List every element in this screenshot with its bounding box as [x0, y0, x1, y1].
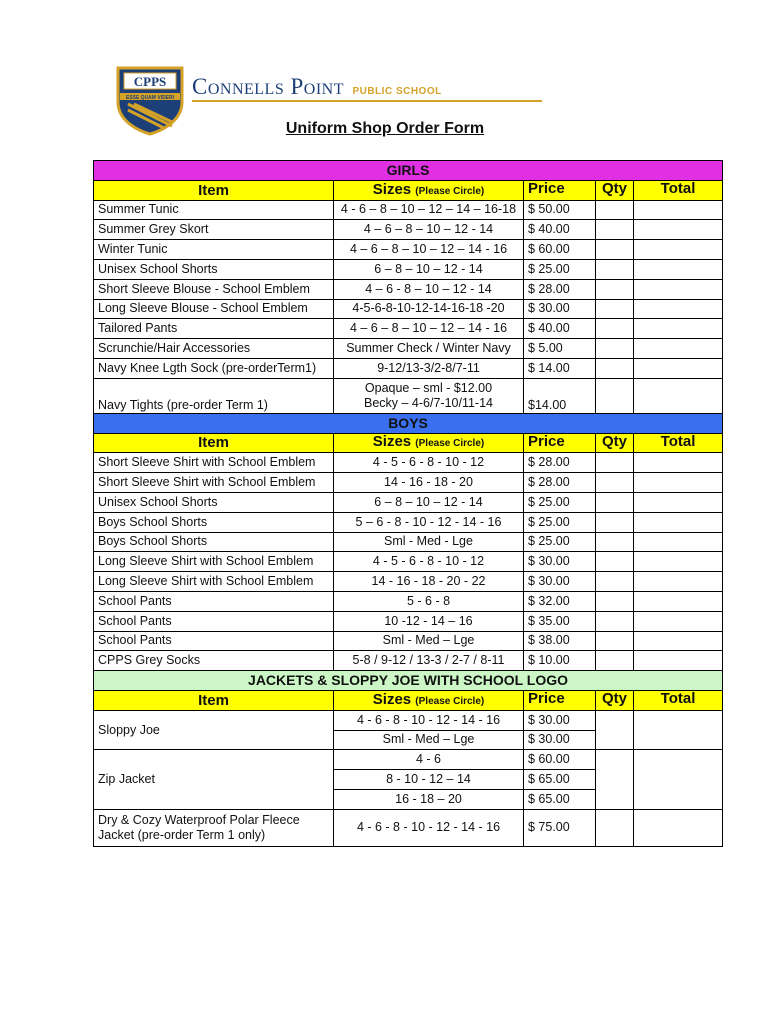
qty-field[interactable]	[596, 572, 634, 592]
table-row: Unisex School Shorts 6 – 8 – 10 – 12 - 14 $ 25.00	[94, 492, 723, 512]
table-row: Long Sleeve Shirt with School Emblem 4 - 5 - 6 - 8 - 10 - 12 $ 30.00	[94, 552, 723, 572]
total-field[interactable]	[634, 220, 723, 240]
table-row: Boys School Shorts Sml - Med - Lge $ 25.00	[94, 532, 723, 552]
table-row: School Pants Sml - Med – Lge $ 38.00	[94, 631, 723, 651]
qty-field[interactable]	[596, 299, 634, 319]
header-sizes: Sizes (Please Circle)	[334, 690, 524, 710]
header-qty: Qty	[596, 433, 634, 453]
table-row: Dry & Cozy Waterproof Polar Fleece Jacket (pre-order Term 1 only) 4 - 6 - 8 - 10 - 12 - 14 - 16 $ 75.00	[94, 809, 723, 846]
qty-field[interactable]	[596, 750, 634, 809]
qty-field[interactable]	[596, 339, 634, 359]
table-row: Short Sleeve Shirt with School Emblem 4 - 5 - 6 - 8 - 10 - 12 $ 28.00	[94, 453, 723, 473]
total-field[interactable]	[634, 631, 723, 651]
table-row: Winter Tunic 4 – 6 – 8 – 10 – 12 – 14 - 16 $ 60.00	[94, 240, 723, 260]
table-row: Tailored Pants 4 – 6 – 8 – 10 – 12 – 14 - 16 $ 40.00	[94, 319, 723, 339]
table-row: Summer Tunic 4 - 6 – 8 – 10 – 12 – 14 – 16-18 $ 50.00	[94, 200, 723, 220]
total-field[interactable]	[634, 809, 723, 846]
boys-column-headers	[94, 433, 723, 453]
total-field[interactable]	[634, 492, 723, 512]
qty-field[interactable]	[596, 220, 634, 240]
qty-field[interactable]	[596, 358, 634, 378]
table-row: Scrunchie/Hair Accessories Summer Check / Winter Navy $ 5.00	[94, 339, 723, 359]
total-field[interactable]	[634, 532, 723, 552]
school-sub: PUBLIC SCHOOL	[352, 86, 442, 97]
qty-field[interactable]	[596, 378, 634, 413]
school-wordmark	[192, 74, 442, 100]
total-field[interactable]	[634, 512, 723, 532]
page-title: Uniform Shop Order Form	[285, 120, 485, 137]
qty-field[interactable]	[596, 611, 634, 631]
total-field[interactable]	[634, 473, 723, 493]
girls-column-headers	[94, 180, 723, 200]
qty-field[interactable]	[596, 473, 634, 493]
table-row: Short Sleeve Blouse - School Emblem 4 – 6 - 8 – 10 – 12 - 14 $ 28.00	[94, 279, 723, 299]
header-total: Total	[634, 180, 723, 200]
table-row: Sloppy Joe 4 - 6 - 8 - 10 - 12 - 14 - 16 $ 30.00	[94, 710, 723, 730]
header-qty: Qty	[596, 690, 634, 710]
jackets-column-headers	[94, 690, 723, 710]
girls-section-heading: GIRLS	[94, 161, 723, 181]
total-field[interactable]	[634, 611, 723, 631]
table-row: Navy Tights (pre-order Term 1) Opaque – sml - $12.00 Becky – 4-6/7-10/11-14 $14.00	[94, 378, 723, 413]
qty-field[interactable]	[596, 532, 634, 552]
table-row: School Pants 10 -12 - 14 – 16 $ 35.00	[94, 611, 723, 631]
table-row: Zip Jacket 4 - 6 $ 60.00	[94, 750, 723, 770]
qty-field[interactable]	[596, 512, 634, 532]
crest-text: CPPS	[133, 74, 167, 89]
total-field[interactable]	[634, 552, 723, 572]
total-field[interactable]	[634, 240, 723, 260]
qty-field[interactable]	[596, 710, 634, 750]
table-row: Unisex School Shorts 6 – 8 – 10 – 12 - 14 $ 25.00	[94, 259, 723, 279]
fleece-item: Dry & Cozy Waterproof Polar Fleece Jacket (pre-order Term 1 only)	[94, 809, 334, 846]
table-row: CPPS Grey Socks 5-8 / 9-12 / 13-3 / 2-7 / 8-11 $ 10.00	[94, 651, 723, 671]
table-row: Summer Grey Skort 4 – 6 – 8 – 10 – 12 - 14 $ 40.00	[94, 220, 723, 240]
qty-field[interactable]	[596, 591, 634, 611]
table-row: 8 - 10 - 12 – 14 $ 65.00	[94, 770, 723, 790]
boys-section-heading: BOYS	[94, 413, 723, 433]
crest-motto: ESSE QUAM VIDERI	[125, 95, 175, 101]
table-row: School Pants 5 - 6 - 8 $ 32.00	[94, 591, 723, 611]
table-row: Navy Knee Lgth Sock (pre-orderTerm1) 9-12/13-3/2-8/7-11 $ 14.00	[94, 358, 723, 378]
header-sizes: Sizes (Please Circle)	[334, 180, 524, 200]
qty-field[interactable]	[596, 279, 634, 299]
qty-field[interactable]	[596, 631, 634, 651]
qty-field[interactable]	[596, 552, 634, 572]
total-field[interactable]	[634, 299, 723, 319]
qty-field[interactable]	[596, 453, 634, 473]
qty-field[interactable]	[596, 240, 634, 260]
total-field[interactable]	[634, 200, 723, 220]
header-price: Price	[524, 433, 596, 453]
header-sizes: Sizes (Please Circle)	[334, 433, 524, 453]
table-row: Sml - Med – Lge $ 30.00	[94, 730, 723, 750]
header-price: Price	[524, 180, 596, 200]
table-row: Long Sleeve Blouse - School Emblem 4-5-6-8-10-12-14-16-18 -20 $ 30.00	[94, 299, 723, 319]
header-item: Item	[94, 690, 334, 710]
total-field[interactable]	[634, 319, 723, 339]
table-row: 16 - 18 – 20 $ 65.00	[94, 789, 723, 809]
total-field[interactable]	[634, 651, 723, 671]
tights-sizes[interactable]: Opaque – sml - $12.00 Becky – 4-6/7-10/11-14	[334, 378, 524, 413]
header-total: Total	[634, 433, 723, 453]
table-row: Long Sleeve Shirt with School Emblem 14 - 16 - 18 - 20 - 22 $ 30.00	[94, 572, 723, 592]
total-field[interactable]	[634, 572, 723, 592]
qty-field[interactable]	[596, 492, 634, 512]
order-form-table	[93, 160, 723, 847]
total-field[interactable]	[634, 279, 723, 299]
qty-field[interactable]	[596, 319, 634, 339]
total-field[interactable]	[634, 358, 723, 378]
qty-field[interactable]	[596, 651, 634, 671]
table-row: Short Sleeve Shirt with School Emblem 14 - 16 - 18 - 20 $ 28.00	[94, 473, 723, 493]
qty-field[interactable]	[596, 200, 634, 220]
total-field[interactable]	[634, 591, 723, 611]
qty-field[interactable]	[596, 809, 634, 846]
header-total: Total	[634, 690, 723, 710]
total-field[interactable]	[634, 453, 723, 473]
qty-field[interactable]	[596, 259, 634, 279]
jackets-section-heading: JACKETS & SLOPPY JOE WITH SCHOOL LOGO	[94, 671, 723, 691]
total-field[interactable]	[634, 750, 723, 809]
school-name: Connells Point	[192, 74, 344, 99]
header-item: Item	[94, 433, 334, 453]
total-field[interactable]	[634, 339, 723, 359]
total-field[interactable]	[634, 378, 723, 413]
wordmark-underline	[192, 100, 542, 102]
total-field[interactable]	[634, 710, 723, 750]
header-price: Price	[524, 690, 596, 710]
table-row: Boys School Shorts 5 – 6 - 8 - 10 - 12 - 14 - 16 $ 25.00	[94, 512, 723, 532]
total-field[interactable]	[634, 259, 723, 279]
header-qty: Qty	[596, 180, 634, 200]
header-item: Item	[94, 180, 334, 200]
